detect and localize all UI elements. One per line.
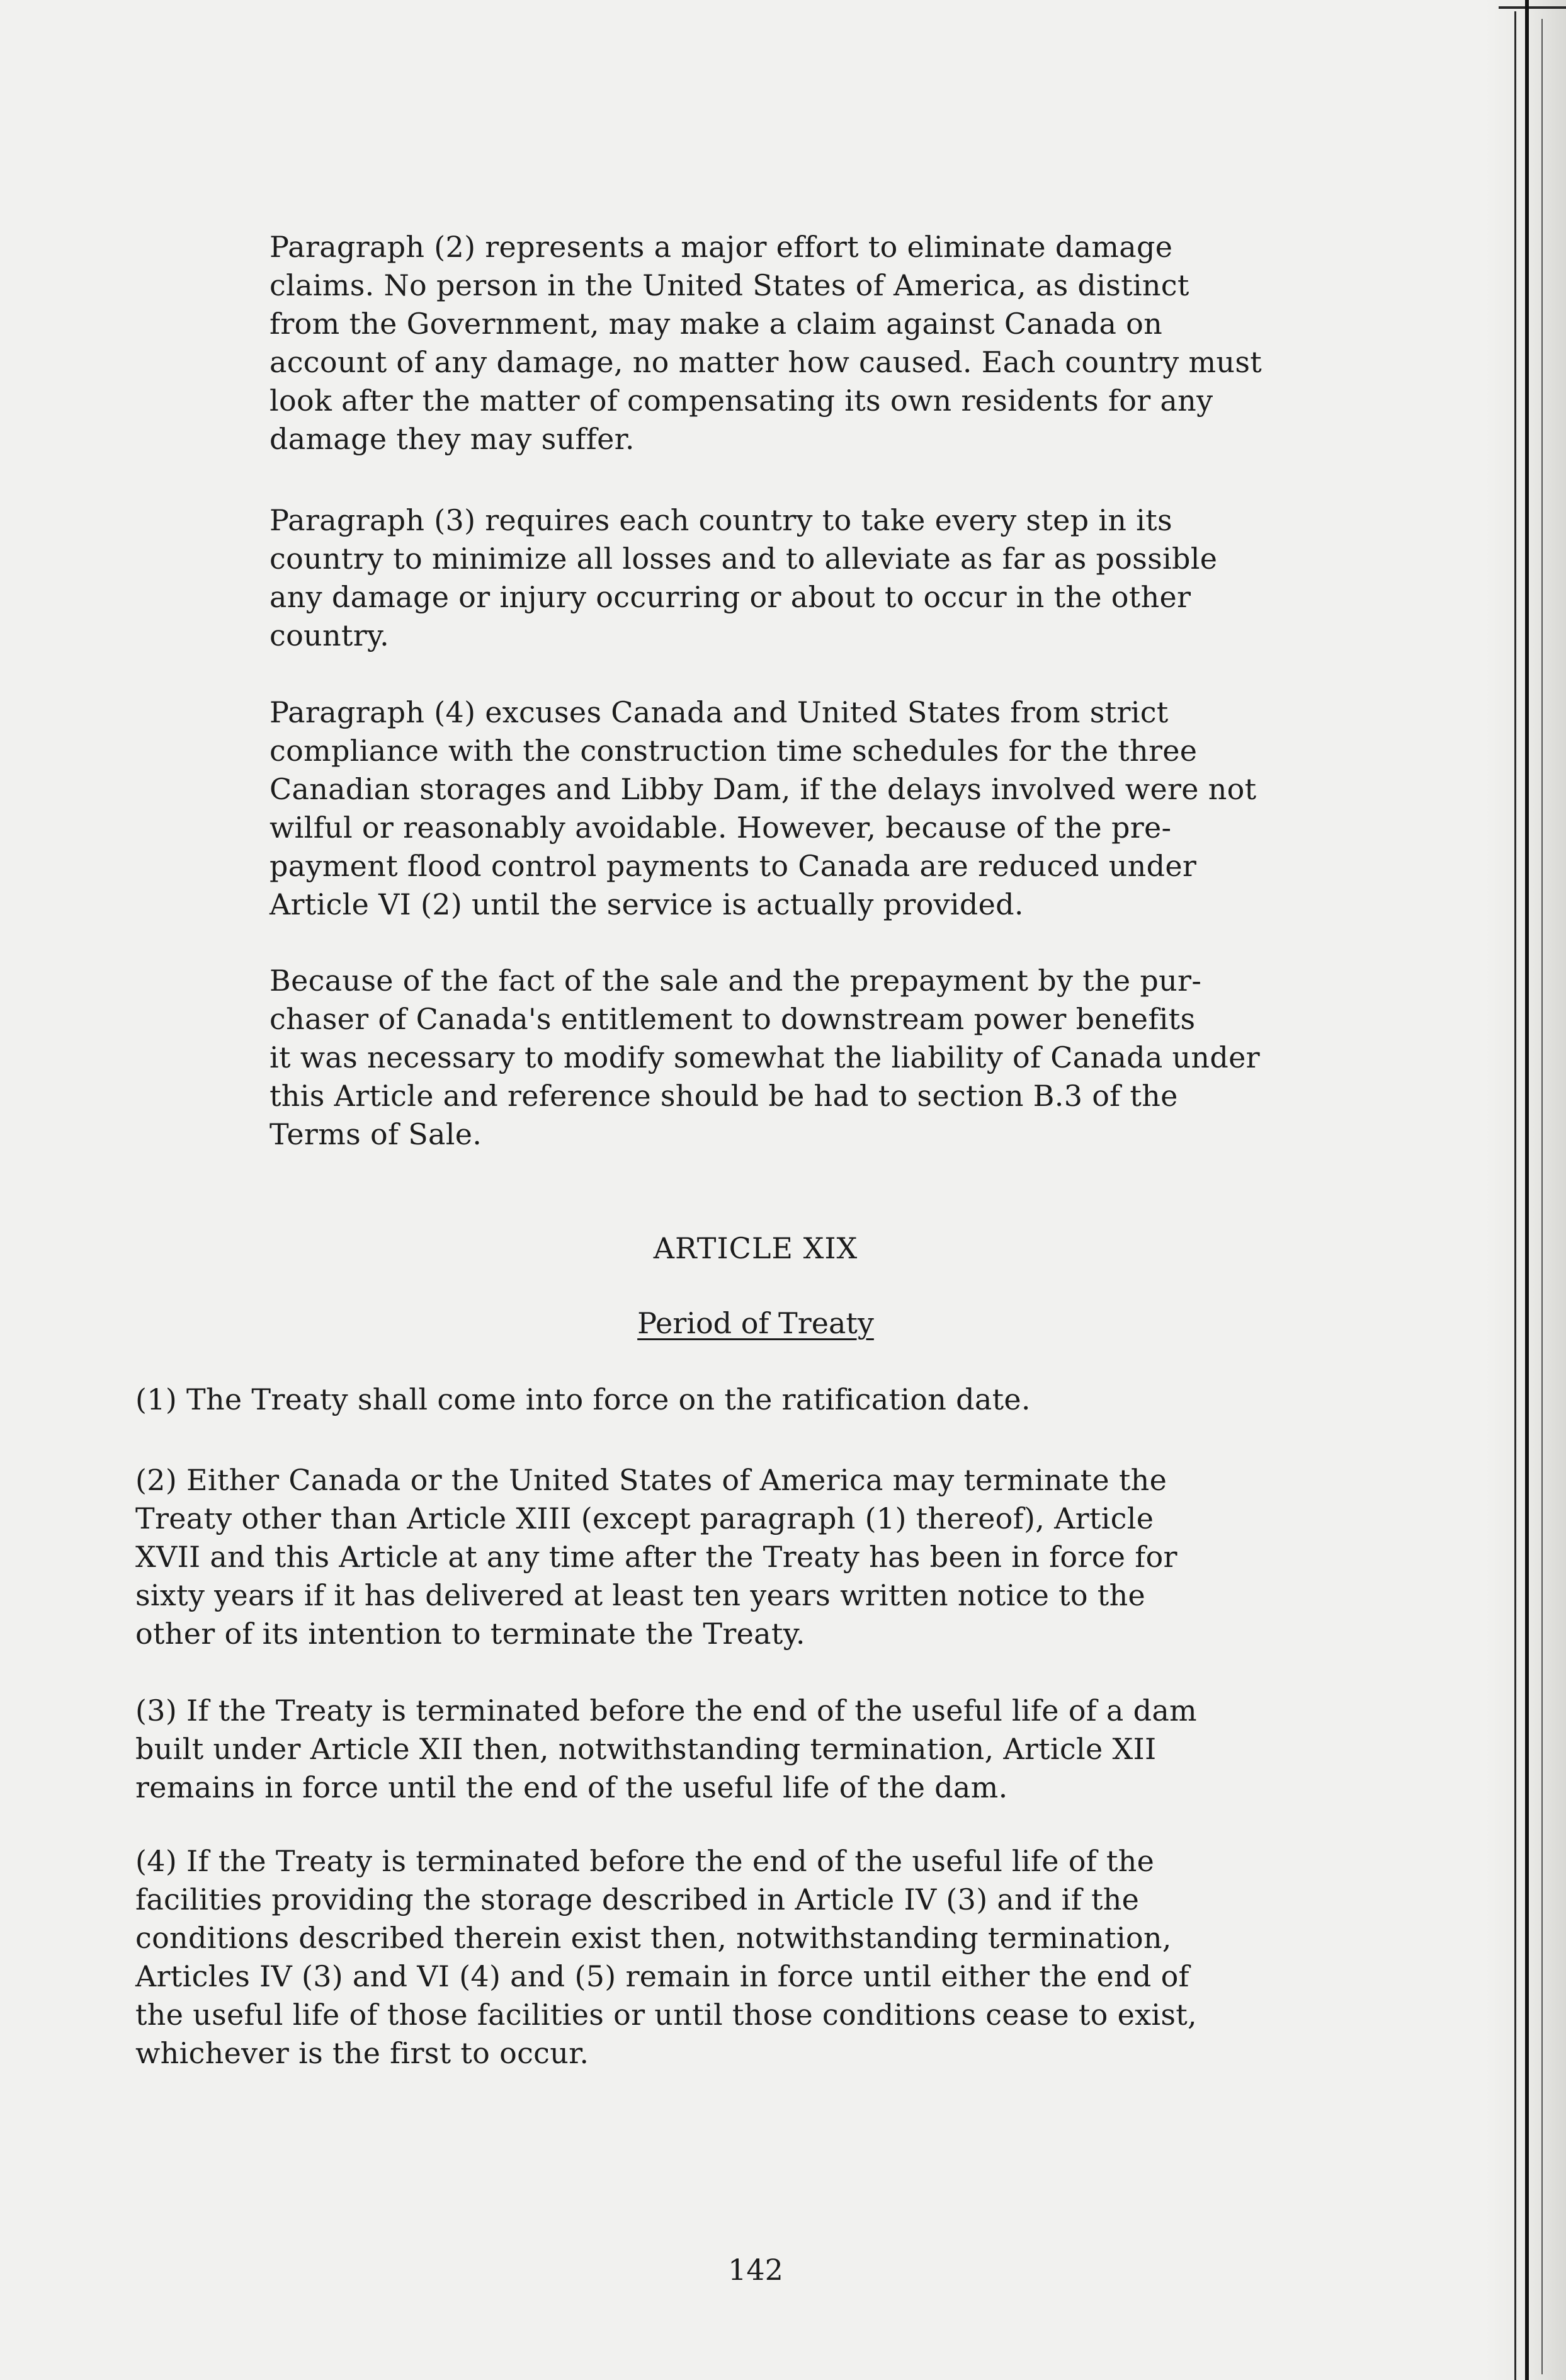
- binding-edge-line: [1514, 11, 1516, 2380]
- article-section-4: (4) If the Treaty is terminated before the end of the useful life of the facilities providing the storage described in Article IV (3) and if the conditions described therein exist then, notwithstanding termination, Articles IV (3) and VI (4) and (5) remain in force until either the end of the useful life of those facilities or until those conditions cease to exist, whichever is the first to occur.: [135, 1844, 1197, 2070]
- binding-edge-line: [1541, 19, 1543, 2374]
- paragraph-commentary-construction-delays: Paragraph (4) excuses Canada and United States from strict compliance with the construction time schedules for the three Canadian storages and Libby Dam, if the delays involved were not wilful or reasonably avoidable. However, because of the pre- payment flood control payments to Canada are reduced under Article VI (2) until the service is actually provided.: [270, 695, 1257, 921]
- article-section-1: (1) The Treaty shall come into force on the ratification date.: [135, 1382, 1031, 1416]
- article-subheading-text: Period of Treaty: [637, 1306, 874, 1340]
- paragraph-commentary-minimize-losses: Paragraph (3) requires each country to take every step in its country to minimize all losses and to alleviate as far as possible any damage or injury occurring or about to occur in the other country.: [270, 503, 1218, 652]
- page-number: 142: [728, 2253, 783, 2287]
- article-heading: ARTICLE XIX: [653, 1231, 858, 1265]
- article-subheading: [0, 1304, 1511, 1343]
- paragraph-commentary-damage-claims: Paragraph (2) represents a major effort to eliminate damage claims. No person in the United States of America, as distinct from the Government, may make a claim against Canada on account of any damage, no matter how caused. Each country must look after the matter of compensating its own residents for any damage they may suffer.: [270, 230, 1262, 456]
- article-section-2: (2) Either Canada or the United States of America may terminate the Treaty other than Article XIII (except paragraph (1) thereof), Article XVII and this Article at any time after the Treaty has been in force for sixty years if it has delivered at least ten years written notice to the other of its intention to terminate the Treaty.: [135, 1463, 1177, 1651]
- binding-edge-top-line: [1499, 6, 1566, 9]
- article-section-3: (3) If the Treaty is terminated before the end of the useful life of a dam built under Article XII then, notwithstanding termination, Article XII remains in force until the end of the useful life of the dam.: [135, 1694, 1197, 1804]
- binding-edge-line: [1525, 0, 1529, 2380]
- paragraph-commentary-sale-liability: Because of the fact of the sale and the prepayment by the pur- chaser of Canada's entitlement to downstream power benefits it was necessary to modify somewhat the liability of Canada under this Article and reference should be had to section B.3 of the Terms of Sale.: [270, 964, 1260, 1151]
